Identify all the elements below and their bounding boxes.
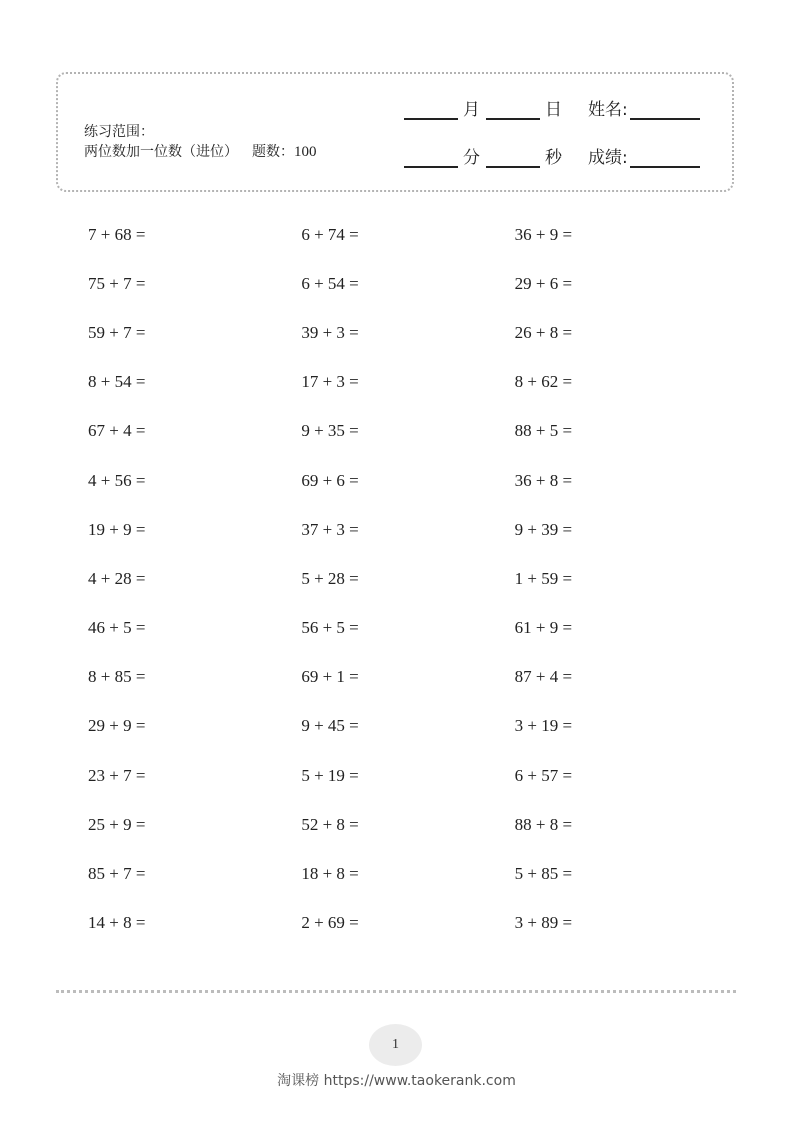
problem-item: 29 + 6 = bbox=[514, 273, 573, 293]
problem-item: 9 + 45 = bbox=[301, 716, 359, 736]
problem-item: 8 + 85 = bbox=[88, 667, 146, 687]
name-label: 姓名: bbox=[588, 100, 628, 120]
minute-blank[interactable] bbox=[404, 148, 458, 168]
problem-item: 67 + 4 = bbox=[88, 421, 146, 441]
minute-label: 分 bbox=[463, 148, 480, 168]
problem-item: 69 + 1 = bbox=[301, 667, 359, 687]
problem-item: 14 + 8 = bbox=[88, 913, 146, 933]
problem-row bbox=[88, 505, 728, 554]
problem-item: 3 + 19 = bbox=[514, 716, 573, 736]
second-label: 秒 bbox=[545, 148, 562, 168]
problem-row bbox=[88, 653, 728, 702]
score-label: 成绩: bbox=[588, 148, 628, 168]
count-label: 题数： bbox=[252, 144, 294, 160]
problem-item: 5 + 85 = bbox=[514, 864, 573, 884]
problem-item: 4 + 28 = bbox=[88, 568, 146, 588]
problem-item: 6 + 57 = bbox=[514, 765, 573, 785]
count-value: 100 bbox=[294, 144, 317, 160]
problem-item: 6 + 54 = bbox=[301, 273, 359, 293]
exercise-info bbox=[84, 122, 317, 162]
worksheet-header bbox=[56, 72, 734, 192]
problem-item: 18 + 8 = bbox=[301, 864, 359, 884]
score-blank[interactable] bbox=[630, 148, 700, 168]
problem-item: 9 + 39 = bbox=[514, 519, 573, 539]
page-number: 1 bbox=[369, 1024, 422, 1066]
problem-row bbox=[88, 751, 728, 800]
problem-item: 5 + 19 = bbox=[301, 765, 359, 785]
problem-item: 36 + 9 = bbox=[514, 224, 573, 244]
problem-item: 56 + 5 = bbox=[301, 618, 359, 638]
problem-row bbox=[88, 407, 728, 456]
problem-item: 88 + 5 = bbox=[514, 421, 573, 441]
problem-item: 3 + 89 = bbox=[514, 913, 573, 933]
problem-row bbox=[88, 210, 728, 259]
problem-item: 25 + 9 = bbox=[88, 814, 146, 834]
range-label: 练习范围： bbox=[84, 124, 154, 140]
time-score-line bbox=[404, 148, 700, 168]
month-blank[interactable] bbox=[404, 100, 458, 120]
problem-item: 19 + 9 = bbox=[88, 519, 146, 539]
problem-item: 4 + 56 = bbox=[88, 470, 146, 490]
problem-row bbox=[88, 456, 728, 505]
divider bbox=[56, 990, 736, 993]
name-blank[interactable] bbox=[630, 100, 700, 120]
problem-row bbox=[88, 358, 728, 407]
problem-row bbox=[88, 899, 728, 948]
problem-item: 8 + 62 = bbox=[514, 372, 573, 392]
problem-item: 39 + 3 = bbox=[301, 322, 359, 342]
problem-item: 88 + 8 = bbox=[514, 814, 573, 834]
problem-item: 75 + 7 = bbox=[88, 273, 146, 293]
problem-item: 17 + 3 = bbox=[301, 372, 359, 392]
problem-row bbox=[88, 800, 728, 849]
problem-row bbox=[88, 308, 728, 357]
problem-item: 29 + 9 = bbox=[88, 716, 146, 736]
footer-site: 淘课榜 https://www.taokerank.com bbox=[277, 1073, 516, 1089]
problem-item: 61 + 9 = bbox=[514, 618, 573, 638]
problem-item: 36 + 8 = bbox=[514, 470, 573, 490]
problem-item: 37 + 3 = bbox=[301, 519, 359, 539]
problem-item: 1 + 59 = bbox=[514, 568, 573, 588]
second-blank[interactable] bbox=[486, 148, 540, 168]
problem-item: 26 + 8 = bbox=[514, 322, 573, 342]
problem-row bbox=[88, 702, 728, 751]
topic-line bbox=[84, 142, 317, 162]
problem-grid bbox=[88, 210, 728, 948]
problem-row bbox=[88, 604, 728, 653]
problem-item: 85 + 7 = bbox=[88, 864, 146, 884]
problem-item: 6 + 74 = bbox=[301, 224, 359, 244]
day-label: 日 bbox=[545, 100, 562, 120]
problem-item: 9 + 35 = bbox=[301, 421, 359, 441]
month-label: 月 bbox=[463, 100, 480, 120]
problem-item: 59 + 7 = bbox=[88, 322, 146, 342]
day-blank[interactable] bbox=[486, 100, 540, 120]
problem-item: 5 + 28 = bbox=[301, 568, 359, 588]
problem-item: 2 + 69 = bbox=[301, 913, 359, 933]
problem-item: 46 + 5 = bbox=[88, 618, 146, 638]
problem-item: 7 + 68 = bbox=[88, 224, 146, 244]
topic: 两位数加一位数（进位） bbox=[84, 144, 238, 160]
problem-item: 52 + 8 = bbox=[301, 814, 359, 834]
problem-row bbox=[88, 259, 728, 308]
problem-item: 69 + 6 = bbox=[301, 470, 359, 490]
problem-item: 87 + 4 = bbox=[514, 667, 573, 687]
problem-item: 8 + 54 = bbox=[88, 372, 146, 392]
problem-row bbox=[88, 554, 728, 603]
problem-item: 23 + 7 = bbox=[88, 765, 146, 785]
problem-row bbox=[88, 849, 728, 898]
date-name-line bbox=[404, 100, 700, 120]
